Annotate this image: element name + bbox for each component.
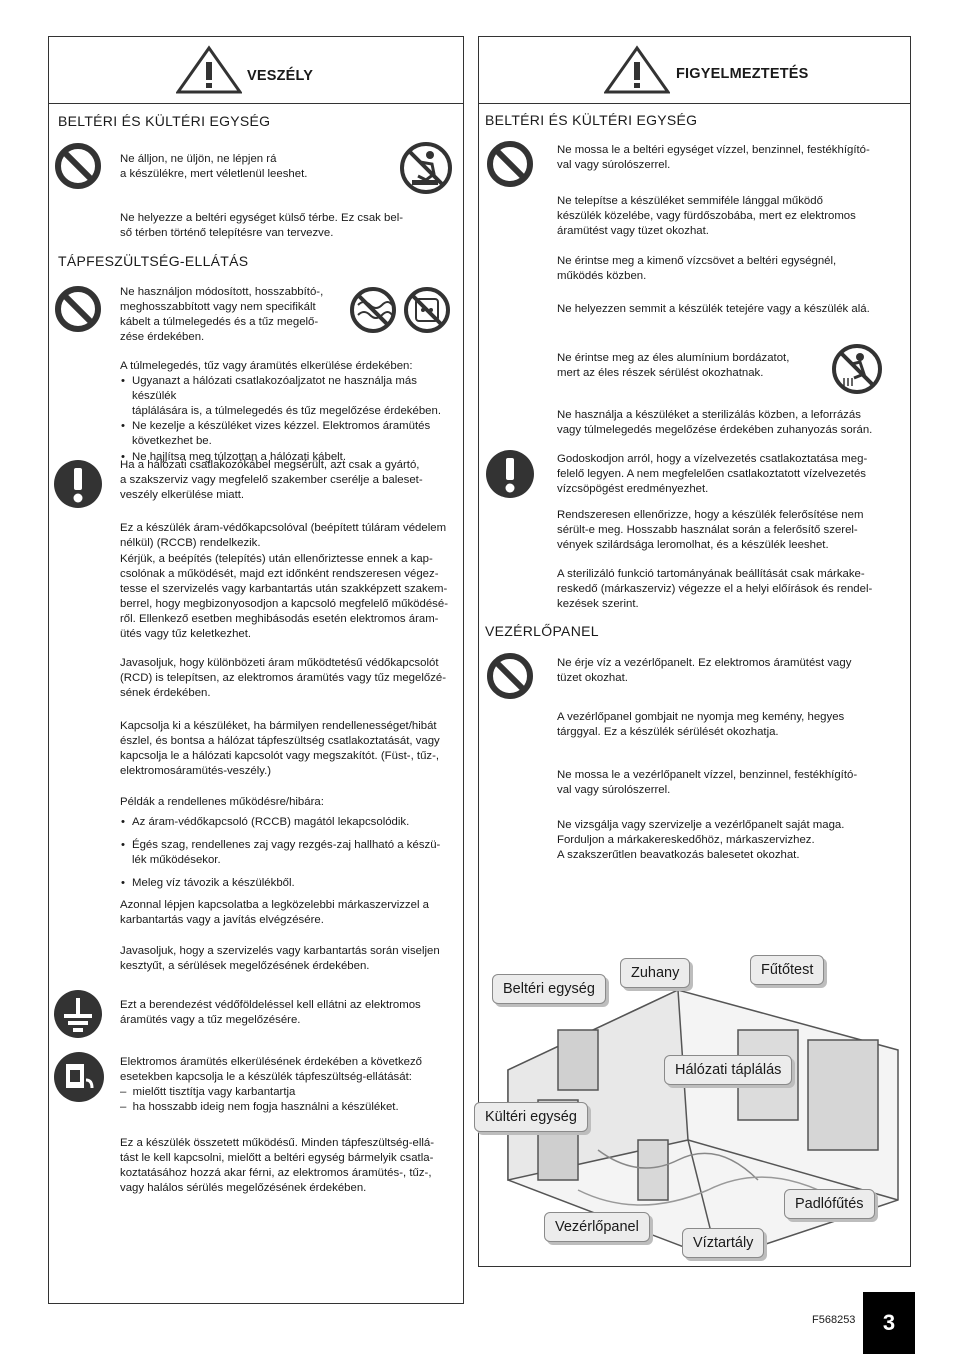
dash-item: – mielőtt tisztítja vagy karbantartja	[120, 1086, 296, 1099]
text-contact-service: Azonnal lépjen kapcsolatba a legközelebbi márkaszervizzel a karbantartás vagy a javítás elvégzésére.	[120, 899, 429, 927]
text-r8: Rendszeresen ellenőrizze, hogy a készülék felerősítése nem sérült-e meg. Hosszabb használat során a felerősítő szerel- vények szilárdsága leromolhat, és a készülék leeshet.	[557, 509, 864, 552]
list-item: • Égés szag, rendellenes zaj vagy rezgés-zaj hallható a készü- lék működésekor.	[120, 838, 455, 868]
label-heater: Fűtőtest	[750, 955, 824, 985]
earth-ground-icon	[52, 988, 104, 1040]
mandatory-exclamation-icon	[52, 458, 104, 510]
danger-header: VESZÉLY	[247, 68, 314, 84]
text-switch-off: Kapcsolja ki a készüléket, ha bármilyen rendellenességet/hibát észlel, és bontsa a hálózat tápfeszültség csatlakoztatását, vagy kapcsolja le a hálózati kapcsolót vagy megszakítót. (Füst-, tűz-, elektromosáramütés-veszély.)	[120, 720, 440, 778]
list-item: • Meleg víz távozik a készülékből.	[120, 876, 455, 891]
list-item: • Ne kezelje a készüléket vizes kézzel. Elektromos áramütés következhet be.	[120, 419, 455, 449]
label-indoor-unit: Beltéri egység	[492, 974, 606, 1004]
unplug-icon	[52, 1050, 106, 1104]
list-item: • Ne hajlítsa meg túlzottan a hálózati kábelt.	[120, 450, 455, 465]
person-falling-icon	[398, 140, 454, 196]
prohibition-icon	[54, 285, 102, 333]
section-title-indoor-outdoor: BELTÉRI ÉS KÜLTÉRI EGYSÉG	[58, 113, 271, 129]
document-code: F568253	[812, 1314, 856, 1326]
header-rule	[479, 103, 910, 104]
mandatory-exclamation-icon	[484, 448, 536, 500]
text-r7: Godoskodjon arról, hogy a vízelvezetés csatlakoztatása meg- felelő legyen. A nem megfelelően csatlakoztatott vízelvezetés vízcsöpögést eredményezhet.	[557, 453, 868, 496]
text-r4: Ne helyezzen semmit a készülék tetejére vagy a készülék alá.	[557, 303, 870, 315]
warning-triangle-icon	[604, 45, 670, 95]
list-item: • Az áram-védőkapcsoló (RCCB) magától lekapcsolódik.	[120, 815, 455, 830]
text-indoor-only: Ne helyezze a beltéri egységet külső térbe. Ez csak bel- ső térben történő telepítésre van tervezve.	[120, 212, 404, 240]
label-mains-supply: Hálózati táplálás	[664, 1055, 792, 1085]
text-examples-title: Példák a rendellenes működésre/hibára:	[120, 796, 324, 808]
text-do-not-stand: Ne álljon, ne üljön, ne lépjen rá a készülékre, mert véletlenül leeshet.	[120, 153, 308, 181]
list-item: • Ugyanazt a hálózati csatlakozóaljzatot ne használja más készülék táplálására is, a túlmelegedés és tűz megelőzése érdekében.	[120, 374, 455, 419]
text-disconnect-supply	[120, 1055, 460, 1115]
text-rcd-recommend: Javasoljuk, hogy különbözeti áram működtetésű védőkapcsolót (RCD) is telepítsen, az elektromos áramütés vagy tűz megelőzé- sének érdekében.	[120, 657, 447, 700]
text-r5: Ne érintse meg az éles alumínium bordázatot, mert az éles részek sérülést okozhatnak.	[557, 352, 790, 380]
text-rccb: Ez a készülék áram-védőkapcsolóval (beépített túláram védelem nélkül) (RCCB) rendelkezik.	[120, 522, 447, 550]
sharp-fins-prohibited-icon	[830, 342, 884, 396]
warning-header: FIGYELMEZTETÉS	[676, 66, 809, 82]
text-earthing: Ezt a berendezést védőföldeléssel kell ellátni az elektromos áramütés vagy a tűz megelőzésére.	[120, 999, 421, 1027]
text-complex-device: Ez a készülék összetett működésű. Minden tápfeszültség-ellá- tást le kell kapcsolni, mielőtt a beltéri egység bármelyik csatla- koztatásához hozzá akar férni, az elektromos áramütés-, tűz-, vagy halálos sérülés megelőzésének érdekében.	[120, 1137, 435, 1195]
text-r12: Ne mossa le a vezérlőpanelt vízzel, benzinnel, festékhígító- val vagy súrolószerrel.	[557, 769, 858, 797]
dash-item: – ha hosszabb ideig nem fogja használni a készüléket.	[120, 1101, 399, 1114]
prohibition-icon	[486, 140, 534, 188]
text-r3: Ne érintse meg a kimenő vízcsövet a beltéri egységnél, működés közben.	[557, 255, 837, 283]
cable-prohibited-icon	[348, 285, 398, 335]
avoid-overheating-list	[120, 374, 455, 465]
text-r11: A vezérlőpanel gombjait ne nyomja meg kemény, hegyes tárggyal. Ez a készülék sérülését okozhatja.	[557, 711, 845, 739]
text-r2: Ne telepítse a készüléket semmiféle lánggal működő készülék közelébe, vagy fürdőszobába, mert ez elektromos áramütést vagy tüzet okozhat.	[557, 195, 856, 238]
label-water-tank: Víztartály	[682, 1228, 764, 1258]
text-avoid-overheating	[120, 359, 455, 465]
text-damaged-cable: Ha a hálózati csatlakozókábel megsérült, azt csak a gyártó, a szakszerviz vagy megfelelő szakember cserélje a baleset- veszély elkerülése miatt.	[120, 459, 423, 502]
disconnect-supply-intro: Elektromos áramütés elkerülésének érdekében a következő esetekben kapcsolja le a készülék tápfeszültség-ellátását:	[120, 1056, 423, 1084]
header-rule	[49, 103, 463, 104]
plug-prohibited-icon	[402, 285, 452, 335]
examples-list	[120, 815, 455, 899]
warning-triangle-icon	[176, 45, 242, 95]
text-no-extension-cable: Ne használjon módosított, hosszabbító-, meghosszabbított vagy nem specifikált kábelt a túlmelegedés és a tűz megelő- zése érdekében.	[120, 286, 324, 344]
text-check-switch: Kérjük, a beépítés (telepítés) után ellenőriztesse ennek a kap- csolónak a működését, majd ezt időnként rendszeresen végez- tesse el szervizelés vagy karbantartás után szakképzett szakem- berrel, hogy megbizonyosodjon a kapcsoló megfelelő működésé- ről. Ellenkező esetben meghibásodás esetén elektromos áram- ütés vagy tűz keletkezhet.	[120, 553, 448, 641]
page-number: 3	[863, 1292, 915, 1354]
text-r13: Ne vizsgálja vagy szervizelje a vezérlőpanelt saját maga. Forduljon a márkakereskedőhöz, márkaszervizhez. A szakszerűtlen beavatkozás balesetet okozhat.	[557, 819, 845, 862]
avoid-overheating-intro: A túlmelegedés, tűz vagy áramütés elkerülése érdekében:	[120, 360, 413, 372]
label-shower: Zuhany	[620, 958, 690, 988]
prohibition-icon	[54, 142, 102, 190]
text-r6: Ne használja a készüléket a sterilizálás közben, a leforrázás vagy túlmelegedés megelőzése érdekében zuhanyozás során.	[557, 409, 873, 437]
label-control-panel: Vezérlőpanel	[544, 1212, 650, 1242]
prohibition-icon	[486, 652, 534, 700]
text-r9: A sterilizáló funkció tartományának beállítását csak márkake- reskedő (márkaszerviz) végezze el a helyi előírások és rendel- kezések szerint.	[557, 568, 873, 611]
text-wear-gloves: Javasoljuk, hogy a szervizelés vagy karbantartás során viseljen kesztyűt, a sérülések megelőzésének érdekében.	[120, 945, 440, 973]
section-title-control-panel: VEZÉRLŐPANEL	[485, 623, 599, 639]
label-floor-heating: Padlófűtés	[784, 1189, 875, 1219]
text-r1: Ne mossa le a beltéri egységet vízzel, benzinnel, festékhígító- val vagy súrolószerrel.	[557, 144, 870, 172]
dash-item-text: ha hosszabb ideig nem fogja használni a készüléket.	[132, 1101, 399, 1114]
text-r10: Ne érje víz a vezérlőpanelt. Ez elektromos áramütést vagy tüzet okozhat.	[557, 657, 852, 685]
dash-item-text: mielőtt tisztítja vagy karbantartja	[132, 1086, 296, 1099]
label-outdoor-unit: Kültéri egység	[474, 1102, 588, 1132]
section-title-indoor-outdoor: BELTÉRI ÉS KÜLTÉRI EGYSÉG	[485, 112, 698, 128]
section-title-power-supply: TÁPFESZÜLTSÉG-ELLÁTÁS	[58, 253, 249, 269]
